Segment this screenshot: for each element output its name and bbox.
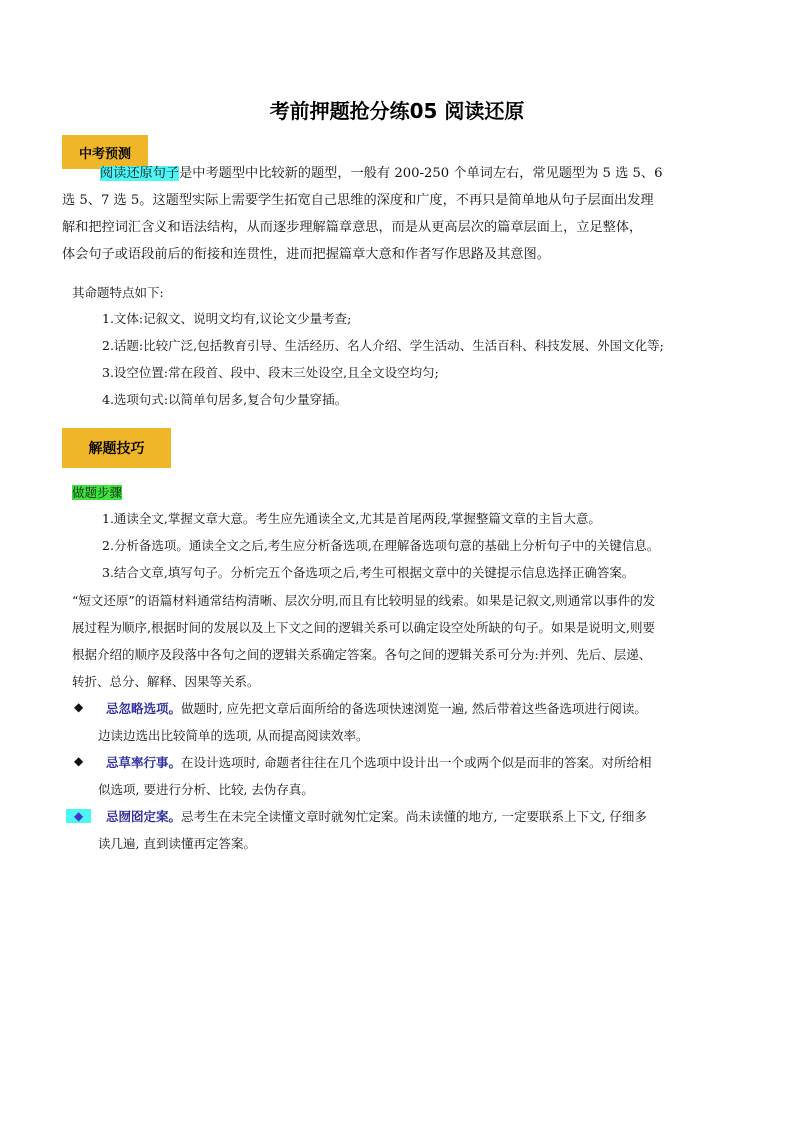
feature-item: 4.选项句式:以简单句居多,复合句少量穿插。 — [102, 392, 348, 407]
paragraph-intro-line-4: 体会句子或语段前后的衔接和连贯性，进而把握篇章大意和作者写作思路及其意图。 — [62, 247, 550, 262]
paragraph-line: “短文还原”的语篇材料通常结构清晰、层次分明,而且有比较明显的线索。如果是记叙文,则通常以事件的发 — [72, 593, 656, 608]
steps-label: 做题步骤 — [72, 485, 123, 500]
paragraph-line: 转折、总分、解释、因果等关系。 — [72, 674, 260, 689]
bullet-item-line-1: 忌囫囵定案。忌考生在未完全读懂文章时就匆忙定案。尚未读懂的地方, 一定要联系上下文, 仔细多 — [106, 809, 647, 824]
step-item: 2.分析备选项。通读全文之后,考生应分析备选项,在理解备选项句意的基础上分析句子中的关键信息。 — [102, 538, 660, 553]
feature-item: 1.文体:记叙文、说明文均有,议论文少量考查; — [102, 311, 352, 326]
diamond-bullet-icon: ◆ — [66, 809, 91, 823]
paragraph-line: 根据介绍的顺序及段落中各句之间的逻辑关系确定答案。各句之间的逻辑关系可分为:并列、先后、层递、 — [72, 647, 652, 662]
features-intro: 其命题特点如下: — [72, 285, 164, 300]
bullet-item-line-2: 读几遍, 直到读懂再定答案。 — [98, 836, 256, 851]
step-item: 1.通读全文,掌握文章大意。考生应先通读全文,尤其是首尾两段,掌握整篇文章的主旨大意。 — [102, 511, 601, 526]
diamond-bullet-icon: ◆ — [74, 754, 84, 768]
highlighted-term: 阅读还原句子 — [100, 166, 180, 181]
paragraph-intro-line-1: 阅读还原句子是中考题型中比较新的题型，一般有 200-250 个单词左右，常见题型为 5 选 5、6 — [100, 166, 663, 181]
diamond-bullet-icon: ◆ — [74, 700, 84, 714]
bullet-item-line-2: 似选项, 要进行分析、比较, 去伪存真。 — [98, 782, 314, 797]
paragraph-intro-line-2: 选 5、7 选 5。这题型实际上需要学生拓宽自己思维的深度和广度，不再只是简单地从句子层面出发理 — [62, 193, 654, 208]
feature-item: 2.话题:比较广泛,包括教育引导、生活经历、名人介绍、学生活动、生活百科、科技发展、外国文化等; — [102, 338, 664, 353]
bullet-item-line-1: 忌草率行事。在设计选项时, 命题者往往在几个选项中设计出一个或两个似是而非的答案。对所给相 — [106, 755, 652, 770]
feature-item: 3.设空位置:常在段首、段中、段末三处设空,且全文设空均匀; — [102, 365, 439, 380]
paragraph-line: 展过程为顺序,根据时间的发展以及上下文之间的逻辑关系可以确定设空处所缺的句子。如果是说明文,则要 — [72, 620, 655, 635]
section-tag-forecast: 中考预测 — [62, 135, 148, 169]
section-tag-tips: 解题技巧 — [62, 428, 171, 468]
bullet-item-line-1: 忌忽略选项。做题时, 应先把文章后面所给的备选项快速浏览一遍, 然后带着这些备选项进行阅读。 — [106, 701, 647, 716]
bullet-item-line-2: 边读边选出比较简单的选项, 从而提高阅读效率。 — [98, 728, 369, 743]
paragraph-intro-line-3: 解和把控词汇含义和语法结构，从而逐步理解篇章意思，而是从更高层次的篇章层面上，立足整体， — [62, 220, 643, 235]
step-item: 3.结合文章,填写句子。分析完五个备选项之后,考生可根据文章中的关键提示信息选择正确答案。 — [102, 565, 635, 580]
page-title: 考前押题抢分练05 阅读还原 — [269, 99, 525, 123]
